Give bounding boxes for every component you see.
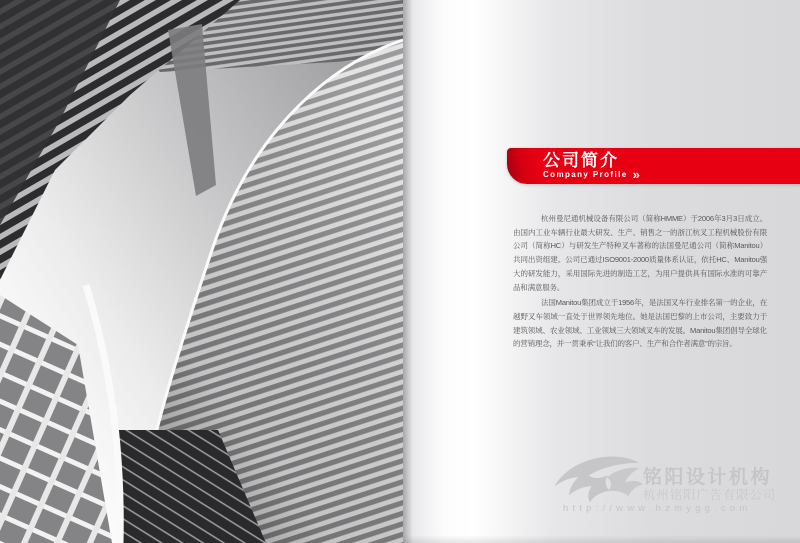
designer-watermark: [553, 446, 789, 520]
phoenix-flame-logo-icon: [553, 452, 643, 506]
intro-paragraph: 法国Manitou集团成立于1956年，是法国叉车行业排名第一的企业，在越野叉车领域一直处于世界领先地位。她是法国巴黎的上市公司，主要致力于建筑领域、农业领域、工业领域三大领域叉车的发展。Manitou集团倡导全球化的营销理念，并一贯秉承“让我们的客户、生产和合作者满意”的宗旨。: [513, 298, 767, 349]
watermark-company: 杭州铭阳广告有限公司: [643, 488, 777, 502]
intro-paragraph: 杭州曼尼通机械设备有限公司（简称HMME）于2006年3月3日成立。由国内工业车辆行业最大研发、生产、销售之一的浙江杭叉工程机械股份有限公司（简称HC）与研发生产特种叉车著称的法国曼尼通公司（简称Manitou）共同出资组建。公司已通过ISO9001-2000质量体系认证，依托HC、Manitou强大的研发能力，采用国际先进的制造工艺，为用户提供具有国际水准的可靠产品和满意服务。: [513, 214, 767, 292]
section-ribbon: [507, 148, 800, 184]
watermark-url: http://www.hzmygg.com: [563, 503, 752, 514]
company-intro-text: [513, 212, 767, 351]
double-chevron-icon: »: [632, 167, 640, 183]
right-page: [403, 0, 800, 543]
section-subtitle-text: Company Profile: [543, 170, 628, 179]
watermark-brand: 铭阳设计机构: [643, 467, 773, 488]
section-subtitle: [543, 167, 800, 183]
section-title: 公司简介: [543, 151, 619, 170]
